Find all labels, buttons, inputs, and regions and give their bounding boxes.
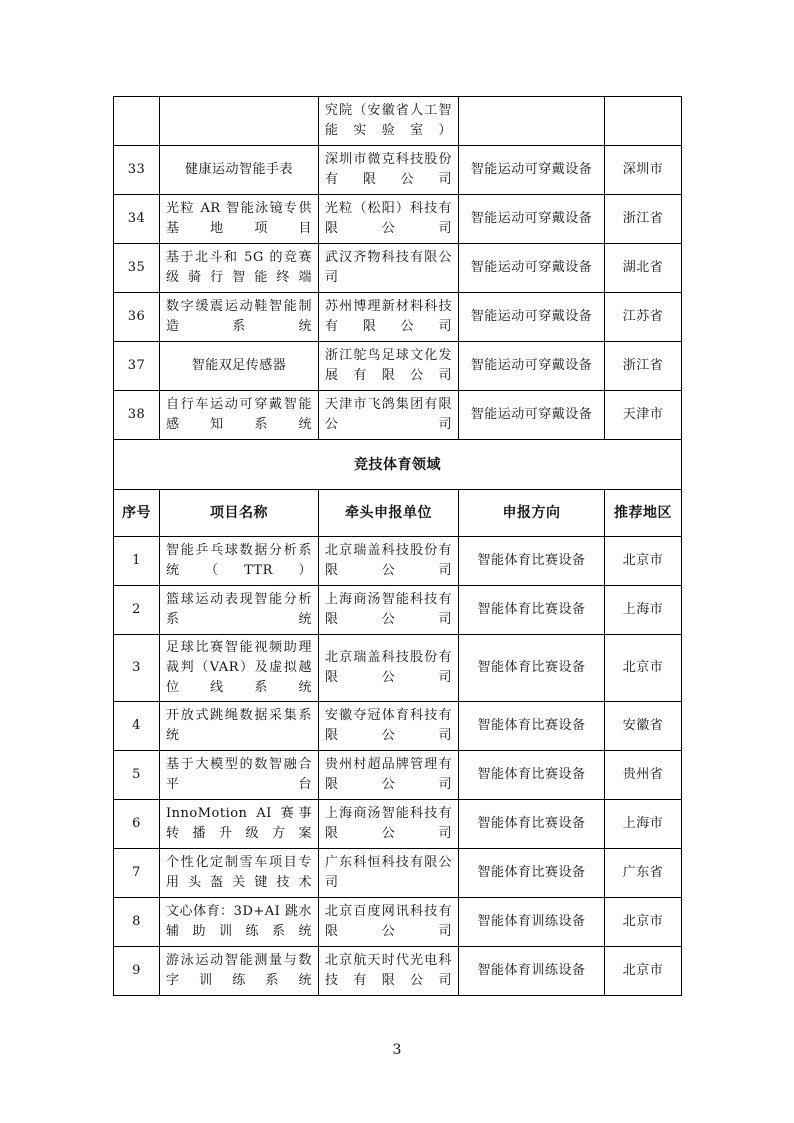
table-row <box>114 391 682 440</box>
cell-no: 36 <box>114 293 160 342</box>
cell-unit: 安徽夺冠体育科技有限公司 <box>319 702 459 751</box>
cell-no: 38 <box>114 391 160 440</box>
cell-unit: 天津市飞鸽集团有限公司 <box>319 391 459 440</box>
table-row <box>114 751 682 800</box>
header-region: 推荐地区 <box>605 490 682 537</box>
cell-no: 37 <box>114 342 160 391</box>
header-name: 项目名称 <box>160 490 319 537</box>
cell-direction <box>459 97 605 146</box>
cell-direction: 智能运动可穿戴设备 <box>459 244 605 293</box>
cell-no: 6 <box>114 800 160 849</box>
cell-no: 33 <box>114 146 160 195</box>
cell-region: 北京市 <box>605 898 682 947</box>
header-unit: 牵头申报单位 <box>319 490 459 537</box>
cell-no: 34 <box>114 195 160 244</box>
table-row <box>114 293 682 342</box>
cell-unit: 贵州村超品牌管理有限公司 <box>319 751 459 800</box>
cell-region: 北京市 <box>605 947 682 996</box>
cell-name <box>160 97 319 146</box>
cell-no: 4 <box>114 702 160 751</box>
cell-unit: 究院（安徽省人工智能实验室） <box>319 97 459 146</box>
cell-direction: 智能体育比赛设备 <box>459 800 605 849</box>
section-title: 竞技体育领域 <box>114 440 682 490</box>
cell-region: 安徽省 <box>605 702 682 751</box>
cell-name: 自行车运动可穿戴智能感知系统 <box>160 391 319 440</box>
cell-name: 智能双足传感器 <box>160 342 319 391</box>
cell-region: 上海市 <box>605 586 682 635</box>
cell-region: 贵州省 <box>605 751 682 800</box>
cell-direction: 智能体育训练设备 <box>459 947 605 996</box>
cell-region: 上海市 <box>605 800 682 849</box>
cell-region: 浙江省 <box>605 195 682 244</box>
cell-no: 35 <box>114 244 160 293</box>
cell-no: 9 <box>114 947 160 996</box>
table-row <box>114 586 682 635</box>
cell-no: 2 <box>114 586 160 635</box>
project-table <box>113 96 682 996</box>
cell-unit: 广东科恒科技有限公司 <box>319 849 459 898</box>
cell-name: 文心体育：3D+AI 跳水辅助训练系统 <box>160 898 319 947</box>
cell-region: 天津市 <box>605 391 682 440</box>
cell-direction: 智能体育比赛设备 <box>459 849 605 898</box>
cell-direction: 智能体育比赛设备 <box>459 751 605 800</box>
cell-region: 北京市 <box>605 537 682 586</box>
cell-region: 深圳市 <box>605 146 682 195</box>
cell-name: 数字缓震运动鞋智能制造系统 <box>160 293 319 342</box>
cell-direction: 智能运动可穿戴设备 <box>459 391 605 440</box>
cell-unit: 深圳市微克科技股份有限公司 <box>319 146 459 195</box>
cell-region: 广东省 <box>605 849 682 898</box>
cell-no: 5 <box>114 751 160 800</box>
header-no: 序号 <box>114 490 160 537</box>
table-row <box>114 195 682 244</box>
cell-unit: 北京瑞盖科技股份有限公司 <box>319 635 459 702</box>
cell-region: 浙江省 <box>605 342 682 391</box>
cell-unit: 北京百度网讯科技有限公司 <box>319 898 459 947</box>
cell-direction: 智能运动可穿戴设备 <box>459 195 605 244</box>
cell-region: 北京市 <box>605 635 682 702</box>
cell-name: InnoMotion AI 赛事转播升级方案 <box>160 800 319 849</box>
cell-direction: 智能体育比赛设备 <box>459 586 605 635</box>
table-row <box>114 146 682 195</box>
cell-region <box>605 97 682 146</box>
cell-direction: 智能体育比赛设备 <box>459 635 605 702</box>
cell-name: 智能乒乓球数据分析系统（TTR） <box>160 537 319 586</box>
cell-unit: 武汉齐物科技有限公司 <box>319 244 459 293</box>
cell-direction: 智能运动可穿戴设备 <box>459 293 605 342</box>
cell-direction: 智能体育训练设备 <box>459 898 605 947</box>
cell-region: 湖北省 <box>605 244 682 293</box>
cell-direction: 智能运动可穿戴设备 <box>459 342 605 391</box>
cell-direction: 智能体育比赛设备 <box>459 702 605 751</box>
cell-no: 7 <box>114 849 160 898</box>
cell-unit: 光粒（松阳）科技有限公司 <box>319 195 459 244</box>
header-row <box>114 490 682 537</box>
cell-name: 基于北斗和 5G 的竞赛级骑行智能终端 <box>160 244 319 293</box>
table-row <box>114 537 682 586</box>
cell-name: 光粒 AR 智能泳镜专供基地项目 <box>160 195 319 244</box>
table-row <box>114 898 682 947</box>
cell-unit: 北京航天时代光电科技有限公司 <box>319 947 459 996</box>
cell-no: 8 <box>114 898 160 947</box>
table-row <box>114 800 682 849</box>
cell-direction: 智能体育比赛设备 <box>459 537 605 586</box>
cell-name: 健康运动智能手表 <box>160 146 319 195</box>
section-row <box>114 440 682 490</box>
cell-name: 个性化定制雪车项目专用头盔关键技术 <box>160 849 319 898</box>
cell-unit: 上海商汤智能科技有限公司 <box>319 800 459 849</box>
table-row <box>114 702 682 751</box>
cell-name: 开放式跳绳数据采集系统 <box>160 702 319 751</box>
cell-unit: 北京瑞盖科技股份有限公司 <box>319 537 459 586</box>
table-row <box>114 947 682 996</box>
cell-unit: 浙江鸵鸟足球文化发展有限公司 <box>319 342 459 391</box>
cell-name: 足球比赛智能视频助理裁判（VAR）及虚拟越位线系统 <box>160 635 319 702</box>
table-row <box>114 244 682 293</box>
table-row <box>114 849 682 898</box>
table-row <box>114 342 682 391</box>
cell-no: 3 <box>114 635 160 702</box>
cell-name: 篮球运动表现智能分析系统 <box>160 586 319 635</box>
cell-name: 基于大模型的数智融合平台 <box>160 751 319 800</box>
header-direction: 申报方向 <box>459 490 605 537</box>
cell-unit: 苏州博理新材料科技有限公司 <box>319 293 459 342</box>
cell-name: 游泳运动智能测量与数字训练系统 <box>160 947 319 996</box>
cell-no <box>114 97 160 146</box>
cell-no: 1 <box>114 537 160 586</box>
cell-unit: 上海商汤智能科技有限公司 <box>319 586 459 635</box>
table-row <box>114 97 682 146</box>
table-row <box>114 635 682 702</box>
cell-direction: 智能运动可穿戴设备 <box>459 146 605 195</box>
page-number: 3 <box>392 1042 402 1058</box>
cell-region: 江苏省 <box>605 293 682 342</box>
